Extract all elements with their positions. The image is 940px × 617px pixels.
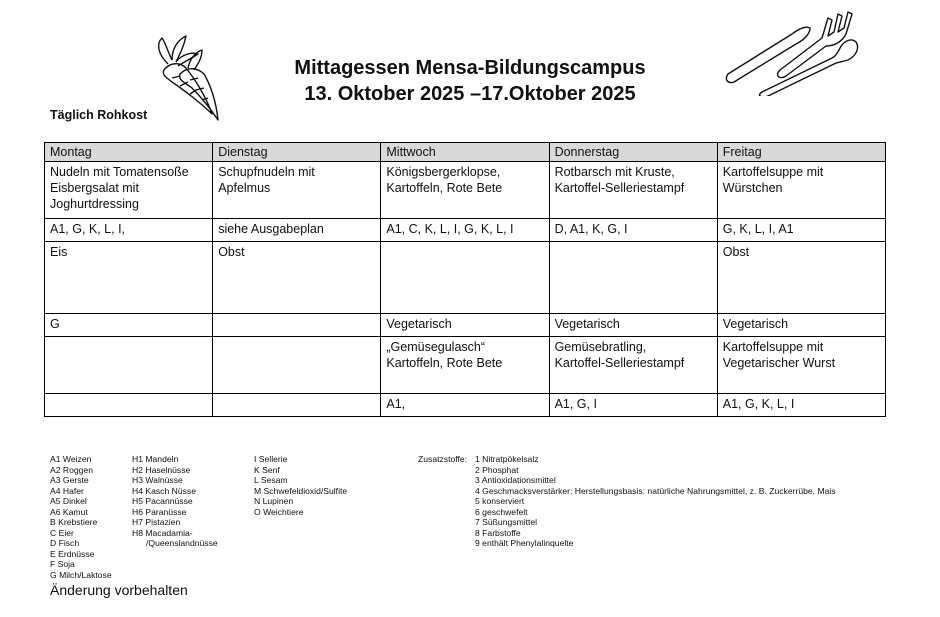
veg-dish-line: Kartoffel-Selleriestampf — [554, 356, 685, 370]
day-header-row — [45, 143, 886, 162]
legend-item: A6 Kamut — [50, 506, 88, 517]
allergen-legend-column-3 — [254, 454, 347, 517]
veg-allergen-tuesday — [213, 394, 381, 417]
veg-allergen-row — [45, 394, 886, 417]
legend-item: I Sellerie — [254, 454, 288, 464]
additive-row — [418, 454, 836, 465]
veg-dish-tuesday — [213, 337, 381, 394]
dessert-thursday — [549, 242, 717, 314]
legend-item: A5 Dinkel — [50, 496, 87, 506]
veg-dish-line: „Gemüsegulasch“ — [386, 340, 486, 354]
additive-item: 4 Geschmacksverstärker: Herstellungsbasis: natürliche Nahrungsmittel, z. B. Zuckerrübe, Mais — [475, 485, 836, 496]
additive-item: 9 enthält Phenylalinquelte — [475, 538, 574, 548]
legend-item: A3 Gerste — [50, 475, 89, 485]
legend-item: A1 Weizen — [50, 454, 92, 464]
dish-line: Kartoffeln, Rote Bete — [386, 181, 503, 195]
legend-item: H5 Pacannüsse — [132, 496, 193, 506]
veg-dish-line: Vegetarischer Wurst — [722, 356, 836, 370]
veg-allergen-friday: A1, G, K, L, I — [717, 394, 885, 417]
label-monday: G — [45, 314, 213, 337]
cutlery-illustration — [722, 4, 862, 96]
additive-item: 7 Süßungsmittel — [475, 517, 538, 527]
additives-legend — [418, 454, 836, 549]
allergen-monday: A1, G, K, L, I, — [45, 219, 213, 242]
allergen-wednesday: A1, C, K, L, I, G, K, L, I — [381, 219, 549, 242]
legend-item: D Fisch — [50, 538, 80, 548]
veg-dish-line: Kartoffeln, Rote Bete — [386, 356, 503, 370]
menu-table — [44, 142, 886, 417]
legend-item: O Weichtiere — [254, 506, 304, 517]
day-header-tuesday: Dienstag — [213, 143, 381, 162]
dish-line: Würstchen — [722, 181, 783, 195]
additive-item: 8 Farbstoffe — [475, 527, 521, 538]
additive-item: 3 Antioxidationsmittel — [475, 475, 556, 485]
veg-dish-line: Kartoffelsuppe mit — [722, 340, 824, 354]
veg-allergen-monday — [45, 394, 213, 417]
legend-item: K Senf — [254, 464, 280, 475]
legend-item: H6 Paranüsse — [132, 506, 187, 517]
veg-allergen-thursday: A1, G, I — [549, 394, 717, 417]
legend-item: H8 Macadamia- — [132, 527, 193, 538]
dessert-tuesday: Obst — [213, 242, 381, 314]
main-dish-wednesday — [381, 162, 549, 219]
allergen-tuesday: siehe Ausgabeplan — [213, 219, 381, 242]
veg-dish-row — [45, 337, 886, 394]
legend-item: G Milch/Laktose — [50, 569, 112, 580]
dessert-friday: Obst — [717, 242, 885, 314]
label-thursday: Vegetarisch — [549, 314, 717, 337]
additive-row — [418, 496, 836, 507]
dish-line: Schupfnudeln mit — [218, 165, 315, 179]
title-line-1: Mittagessen Mensa-Bildungscampus — [294, 57, 646, 79]
legend-item: H1 Mandeln — [132, 454, 179, 464]
label-wednesday: Vegetarisch — [381, 314, 549, 337]
main-dish-row — [45, 162, 886, 219]
label-friday: Vegetarisch — [717, 314, 885, 337]
main-dish-thursday — [549, 162, 717, 219]
legend-item: E Erdnüsse — [50, 548, 95, 559]
dish-line: Joghurtdressing — [50, 197, 139, 211]
label-tuesday — [213, 314, 381, 337]
legend-item: C Eier — [50, 527, 74, 538]
legend-item: B Krebstiere — [50, 517, 98, 527]
legend-item: F Soja — [50, 559, 75, 569]
dish-line: Apfelmus — [218, 181, 271, 195]
additive-row — [418, 538, 836, 549]
day-header-friday: Freitag — [717, 143, 885, 162]
legend-item: /Queenslandnüsse — [146, 538, 218, 548]
change-notice: Änderung vorbehalten — [50, 582, 188, 598]
additive-row — [418, 507, 836, 518]
additive-item: 1 Nitratpökelsalz — [475, 454, 539, 464]
legend-item: H7 Pistazien — [132, 517, 181, 527]
dish-line: Kartoffelsuppe mit — [722, 165, 824, 179]
carrot-illustration — [150, 34, 232, 124]
veg-allergen-wednesday: A1, — [381, 394, 549, 417]
main-dish-tuesday — [213, 162, 381, 219]
legend-item: N Lupinen — [254, 496, 294, 506]
allergen-legend-column-1 — [50, 454, 112, 580]
veg-dish-friday — [717, 337, 885, 394]
day-header-thursday: Donnerstag — [549, 143, 717, 162]
main-dish-friday — [717, 162, 885, 219]
title-line-2: 13. Oktober 2025 –17.Oktober 2025 — [304, 83, 636, 105]
additive-row — [418, 528, 836, 539]
legend-item: L Sesam — [254, 475, 288, 485]
main-dish-monday — [45, 162, 213, 219]
dessert-monday: Eis — [45, 242, 213, 314]
additive-row — [418, 475, 836, 486]
legend-item: H2 Haselnüsse — [132, 464, 191, 475]
additive-row — [418, 465, 836, 476]
allergen-thursday: D, A1, K, G, I — [549, 219, 717, 242]
main-allergen-row — [45, 219, 886, 242]
additive-row — [418, 517, 836, 528]
dish-line: Nudeln mit Tomatensoße — [50, 165, 189, 179]
dish-line: Rotbarsch mit Kruste, — [554, 165, 675, 179]
additives-label: Zusatzstoffe: — [418, 454, 468, 464]
allergen-legend-column-2 — [132, 454, 218, 549]
label-row — [45, 314, 886, 337]
veg-dish-wednesday — [381, 337, 549, 394]
additive-item: 5 konserviert — [475, 496, 525, 506]
dish-line: Kartoffel-Selleriestampf — [554, 181, 685, 195]
additive-item: 6 geschwefelt — [475, 506, 528, 517]
legend-item: H4 Kasch Nüsse — [132, 485, 197, 496]
dish-line: Eisbergsalat mit — [50, 181, 139, 195]
day-header-wednesday: Mittwoch — [381, 143, 549, 162]
veg-dish-thursday — [549, 337, 717, 394]
legend-item: A4 Hafer — [50, 485, 84, 496]
dish-line: Königsbergerklopse, — [386, 165, 501, 179]
additive-row — [418, 486, 836, 497]
additive-item: 2 Phosphat — [475, 464, 519, 475]
dessert-wednesday — [381, 242, 549, 314]
legend-item: M Schwefeldioxid/Sulfite — [254, 485, 348, 496]
daily-note: Täglich Rohkost — [50, 108, 148, 122]
allergen-friday: G, K, L, I, A1 — [717, 219, 885, 242]
day-header-monday: Montag — [45, 143, 213, 162]
page-title — [240, 55, 700, 107]
veg-dish-monday — [45, 337, 213, 394]
dessert-row — [45, 242, 886, 314]
legend-item: A2 Roggen — [50, 464, 94, 475]
legend-item: H3 Walnüsse — [132, 475, 183, 485]
veg-dish-line: Gemüsebratling, — [554, 340, 647, 354]
